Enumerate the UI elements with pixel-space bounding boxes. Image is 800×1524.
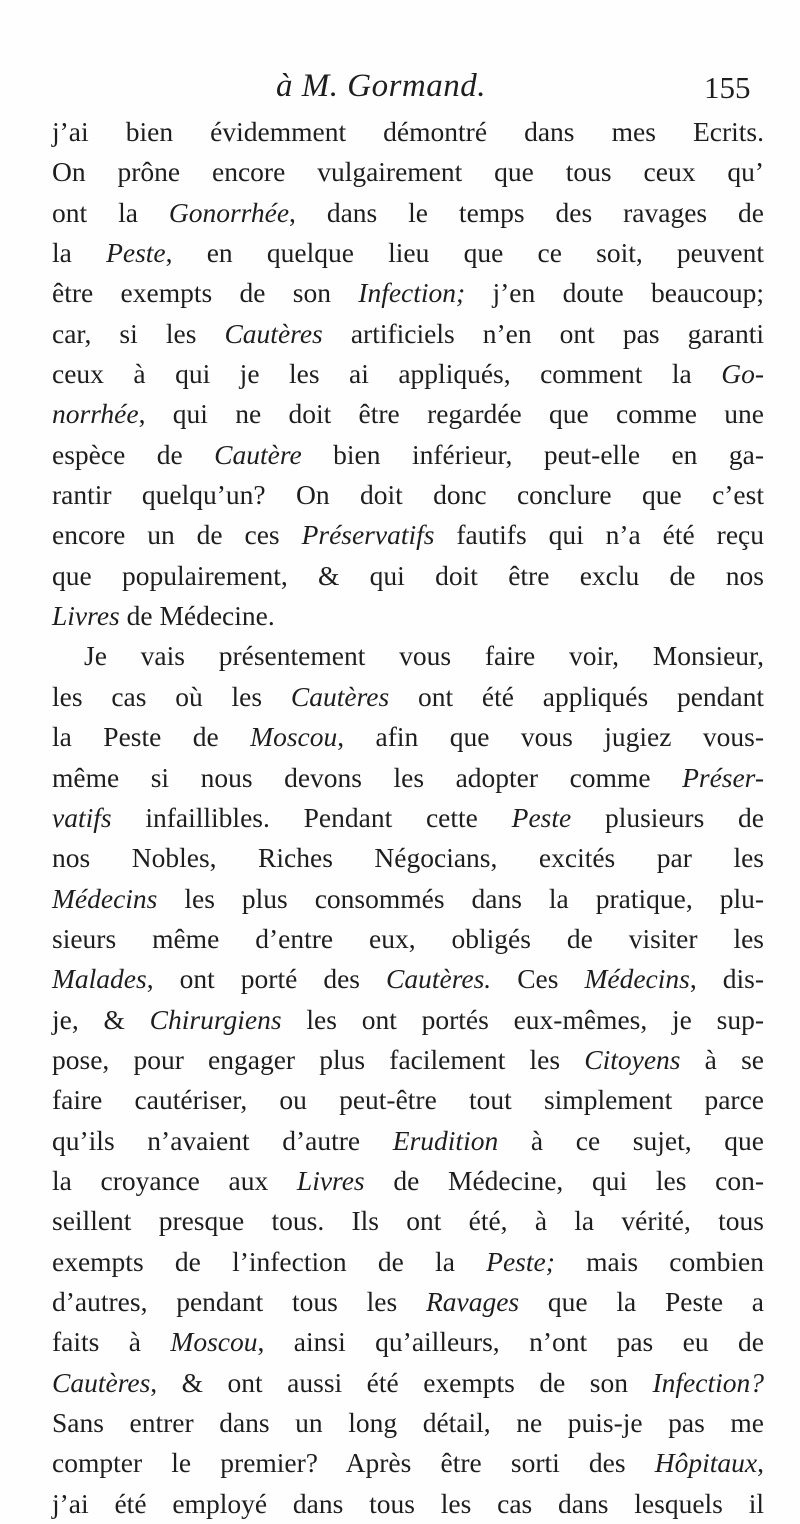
text-line	[52, 1484, 764, 1524]
text-segment: , ont porté des	[146, 963, 387, 995]
text-segment: j’ai été employé dans tous les cas dans lesquels il	[52, 1487, 764, 1519]
text-line	[52, 798, 764, 838]
text-line	[52, 1000, 764, 1040]
italic-segment: Médecins	[584, 963, 690, 995]
text-segment: faire cautériser, ou peut-être tout simplement parce	[52, 1084, 764, 1116]
italic-segment: Cautères.	[386, 963, 492, 995]
italic-segment: Chirurgiens	[149, 1003, 282, 1035]
text-segment: artificiels n’en ont pas garanti	[322, 317, 764, 349]
text-line	[52, 596, 764, 636]
italic-segment: Préser-	[682, 761, 764, 793]
text-line	[52, 677, 764, 717]
text-line	[52, 556, 764, 596]
text-segment: les ont portés eux-mêmes, je sup-	[281, 1003, 764, 1035]
text-segment: ceux à qui je les ai appliqués, comment la	[52, 358, 722, 390]
text-line	[52, 273, 764, 313]
italic-segment: Cautères	[52, 1366, 151, 1398]
text-segment: encore un de ces	[52, 519, 302, 551]
text-segment: ont été appliqués pendant	[389, 680, 764, 712]
text-line	[52, 475, 764, 515]
text-segment: à se	[680, 1043, 764, 1075]
page-header	[0, 68, 800, 108]
text-line	[52, 152, 764, 192]
text-line	[52, 1403, 764, 1443]
italic-segment: Malades	[52, 963, 147, 995]
text-line	[52, 1363, 764, 1403]
text-segment: j’ai bien évidemment démontré dans mes Ecrits.	[52, 116, 764, 147]
italic-segment: Peste	[106, 237, 166, 269]
text-segment: qu’ils n’avaient d’autre	[52, 1124, 393, 1156]
text-line	[52, 1080, 764, 1120]
text-segment: faits à	[52, 1326, 171, 1358]
text-segment: les cas où les	[52, 680, 291, 712]
italic-segment: Gonorrhée	[168, 196, 290, 228]
text-segment: je, &	[52, 1003, 150, 1035]
italic-segment: norrhée	[52, 398, 139, 430]
text-line	[52, 636, 764, 676]
text-line	[52, 1040, 764, 1080]
text-segment: de Médecine.	[119, 600, 275, 632]
text-segment: Je vais présentement vous faire voir, Monsieur,	[84, 640, 764, 672]
italic-segment: Erudition	[392, 1124, 499, 1156]
text-segment: car, si les	[52, 317, 225, 349]
text-segment: Sans entrer dans un long détail, ne puis-je pas me	[52, 1407, 764, 1438]
text-line	[52, 879, 764, 919]
text-segment: On prône encore vulgairement que tous ceux qu’	[52, 156, 764, 188]
text-segment: sieurs même d’entre eux, obligés de visiter les	[52, 922, 764, 954]
text-segment: pose, pour engager plus facilement les	[52, 1043, 585, 1075]
text-line	[52, 515, 764, 555]
text-segment: bien inférieur, peut-elle en ga-	[301, 438, 764, 470]
text-segment: ,	[757, 1447, 764, 1479]
text-line	[52, 112, 764, 152]
text-segment: j’en doute beaucoup;	[465, 277, 764, 309]
text-segment: de Médecine, qui les con-	[364, 1164, 764, 1196]
text-line	[52, 758, 764, 798]
text-segment: être exempts de son	[52, 277, 359, 309]
text-segment: les plus consommés dans la pratique, plu-	[157, 882, 764, 914]
text-line	[52, 717, 764, 757]
italic-segment: Infection;	[358, 277, 466, 309]
text-segment: , dis-	[689, 963, 765, 995]
text-segment: la croyance aux	[52, 1164, 297, 1196]
running-title: à M. Gormand.	[276, 68, 486, 104]
text-segment: d’autres, pendant tous les	[52, 1285, 426, 1317]
text-segment: que populairement, & qui doit être exclu de nos	[52, 559, 764, 591]
italic-segment: Moscou	[170, 1326, 258, 1358]
text-segment: exempts de l’infection de la	[52, 1245, 487, 1277]
italic-segment: Peste;	[486, 1245, 555, 1277]
italic-segment: vatifs	[52, 801, 112, 833]
text-line	[52, 435, 764, 475]
text-line	[52, 1242, 764, 1282]
text-line	[52, 314, 764, 354]
text-segment: même si nous devons les adopter comme	[52, 761, 683, 793]
text-segment: à ce sujet, que	[498, 1124, 764, 1156]
text-segment: que la Peste a	[519, 1285, 764, 1317]
italic-segment: Hôpitaux	[654, 1447, 758, 1479]
text-line	[52, 838, 764, 878]
italic-segment: Cautères	[290, 680, 390, 712]
italic-segment: Préservatifs	[301, 519, 435, 551]
text-line	[52, 193, 764, 233]
text-segment: , en quelque lieu que ce soit, peuvent	[165, 237, 764, 269]
text-segment: mais combien	[554, 1245, 764, 1277]
text-segment: rantir quelqu’un? On doit donc conclure que c’est	[52, 479, 764, 511]
italic-segment: Moscou	[250, 721, 338, 753]
text-segment: plusieurs de	[571, 801, 764, 833]
page-number: 155	[704, 70, 751, 105]
italic-segment: Livres	[296, 1164, 365, 1196]
italic-segment: Cautères	[224, 317, 323, 349]
body-text	[52, 112, 764, 1524]
text-segment: nos Nobles, Riches Négocians, excités par les	[52, 842, 764, 874]
text-line	[52, 919, 764, 959]
text-line	[52, 1161, 764, 1201]
text-line	[52, 1121, 764, 1161]
text-segment: espèce de	[52, 438, 215, 470]
italic-segment: Livres	[52, 600, 120, 632]
text-line	[52, 959, 764, 999]
italic-segment: Infection?	[652, 1366, 764, 1398]
text-line	[52, 1322, 764, 1362]
text-segment: infaillibles. Pendant cette	[111, 801, 512, 833]
italic-segment: Peste	[511, 801, 572, 833]
text-segment: la	[52, 237, 107, 269]
italic-segment: Ravages	[425, 1285, 520, 1317]
italic-segment: Cautère	[214, 438, 302, 470]
text-line	[52, 1201, 764, 1241]
text-segment: , qui ne doit être regardée que comme une	[138, 398, 764, 430]
text-segment: , afin que vous jugiez vous-	[337, 721, 764, 753]
italic-segment: Médecins	[52, 882, 158, 914]
text-segment: , & ont aussi été exempts de son	[150, 1366, 653, 1398]
italic-segment: Citoyens	[584, 1043, 681, 1075]
text-line	[52, 233, 764, 273]
italic-segment: Go-	[721, 358, 764, 390]
text-line	[52, 354, 764, 394]
text-segment: , ainsi qu’ailleurs, n’ont pas eu de	[257, 1326, 764, 1358]
text-line	[52, 1443, 764, 1483]
text-segment: , dans le temps des ravages de	[289, 196, 764, 228]
text-segment: ont la	[52, 196, 169, 228]
text-line	[52, 394, 764, 434]
text-line	[52, 1282, 764, 1322]
text-segment: fautifs qui n’a été reçu	[434, 519, 764, 551]
text-segment: Ces	[491, 963, 585, 995]
text-segment: la Peste de	[52, 721, 251, 753]
text-segment: compter le premier? Après être sorti des	[52, 1447, 655, 1479]
text-segment: seillent presque tous. Ils ont été, à la vérité, tous	[52, 1205, 764, 1237]
